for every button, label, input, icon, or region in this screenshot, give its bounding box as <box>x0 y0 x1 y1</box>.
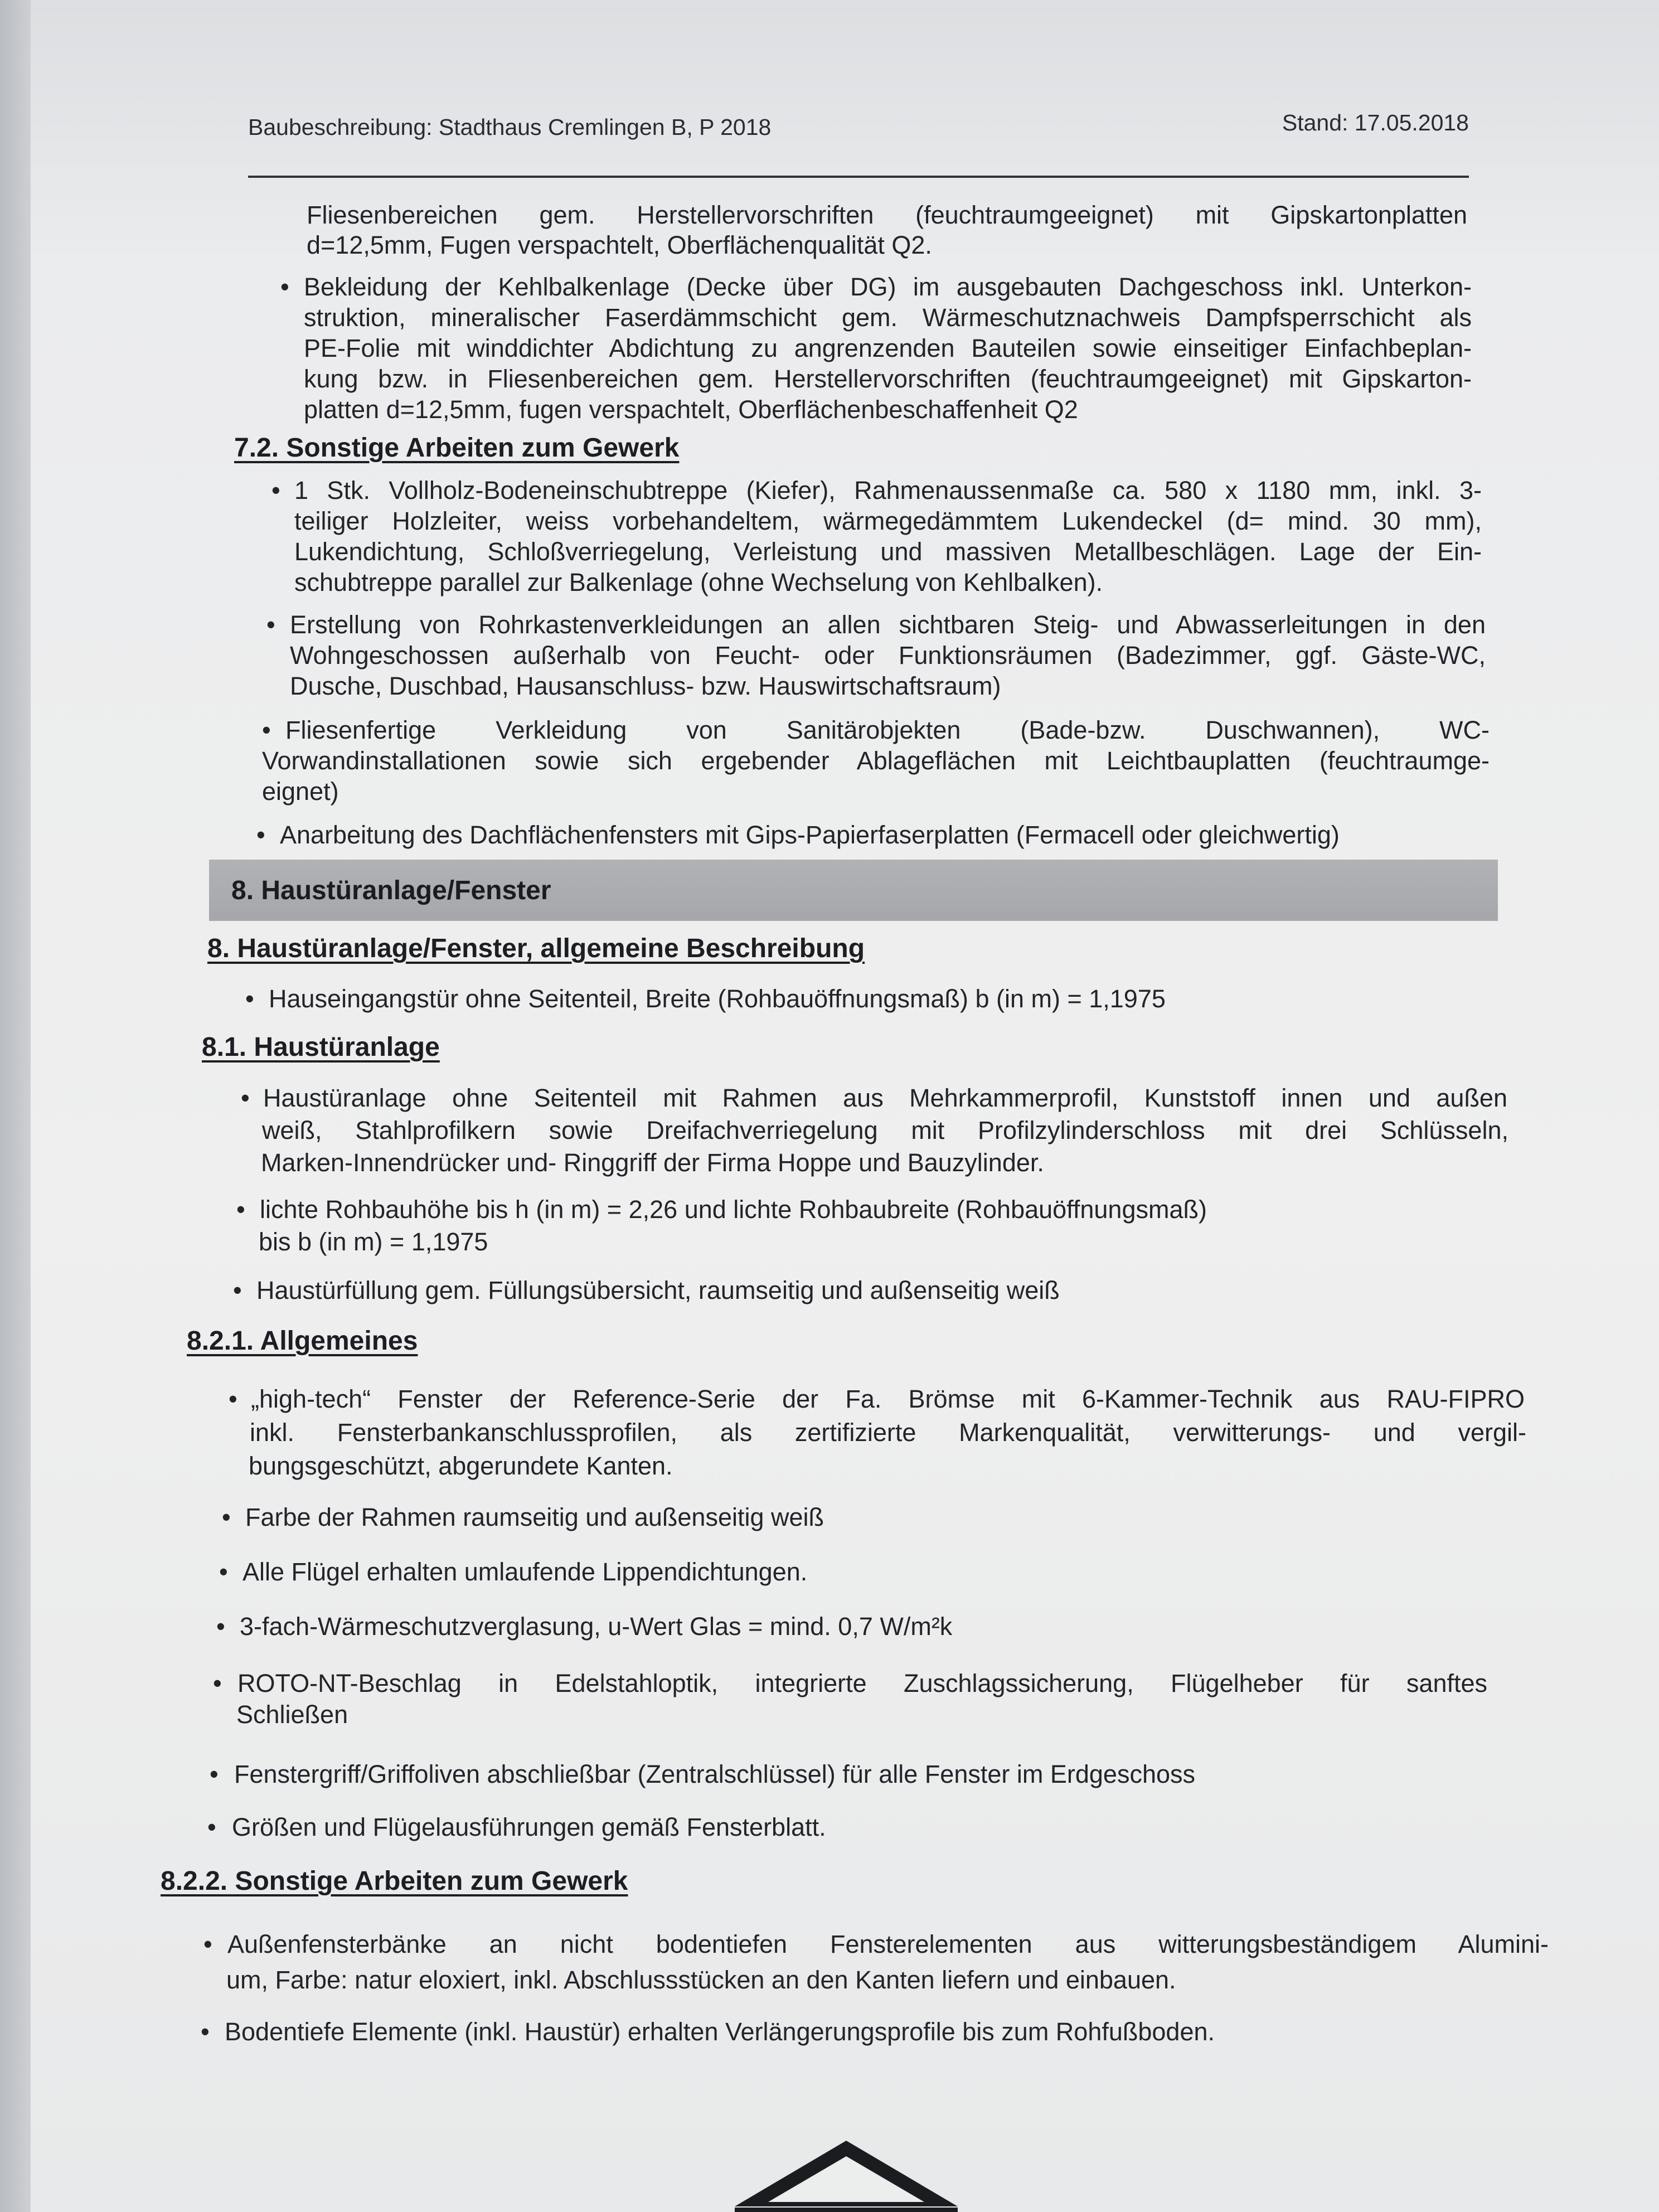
header-divider <box>248 176 1469 178</box>
page-header <box>248 110 1469 176</box>
background-strip <box>0 0 33 2212</box>
bullet-text-line: bis b (in m) = 1,1975 <box>259 1228 488 1256</box>
bullet-icon: • <box>256 821 265 849</box>
bullet-text-line: kung bzw. in Fliesenbereichen gem. Herstellervorschriften (feuchtraumgeeignet) mit Gipskarton- <box>304 365 1472 393</box>
bullet-text-line: Anarbeitung des Dachflächenfensters mit Gips-Papierfaserplatten (Fermacell oder gleichwertig) <box>280 821 1340 849</box>
bullet-icon: • <box>236 1195 245 1224</box>
bullet-text-line: Schließen <box>236 1700 348 1729</box>
bullet-icon: • <box>245 984 254 1013</box>
bullet-text-line: Vorwandinstallationen sowie sich ergebender Ablageflächen mit Leichtbauplatten (feuchtraumge- <box>262 746 1490 775</box>
document-title: Baubeschreibung: Stadthaus Cremlingen B, P 2018 <box>248 114 772 140</box>
bullet-text-line: Wohngeschossen außerhalb von Feucht- oder Funktionsräumen (Badezimmer, ggf. Gäste-WC, <box>290 641 1486 670</box>
heading-7-2: 7.2. Sonstige Arbeiten zum Gewerk <box>234 433 680 463</box>
bullet-icon: • <box>219 1558 228 1586</box>
bullet-icon: • <box>271 476 280 505</box>
bullet-text-line: weiß, Stahlprofilkern sowie Dreifachverriegelung mit Profilzylinderschloss mit drei Schlüsseln, <box>262 1116 1508 1144</box>
heading-8: 8. Haustüranlage/Fenster, allgemeine Beschreibung <box>207 934 865 963</box>
bullet-text-line: Bodentiefe Elemente (inkl. Haustür) erhalten Verlängerungsprofile bis zum Rohfußboden. <box>225 2017 1215 2046</box>
bullet-text-line: eignet) <box>262 777 339 806</box>
heading-8-2-2: 8.2.2. Sonstige Arbeiten zum Gewerk <box>161 1866 628 1896</box>
section-title: 8. Haustüranlage/Fenster <box>231 876 551 905</box>
bullet-text-line: Lukendichtung, Schloßverriegelung, Verleistung und massiven Metallbeschlägen. Lage der Ein- <box>294 537 1482 566</box>
bullet-icon: • <box>213 1669 222 1697</box>
bullet-text-line: um, Farbe: natur eloxiert, inkl. Abschlussstücken an den Kanten liefern und einbauen. <box>226 1966 1176 1994</box>
bullet-icon: • <box>222 1503 231 1531</box>
bullet-text-line: Marken-Innendrücker und- Ringgriff der Firma Hoppe und Bauzylinder. <box>261 1148 1044 1177</box>
bullet-icon: • <box>266 610 275 639</box>
bullet-icon: • <box>207 1813 216 1841</box>
bullet-text-line: platten d=12,5mm, fugen verspachtelt, Oberflächenbeschaffenheit Q2 <box>304 395 1078 424</box>
bullet-text-line: struktion, mineralischer Faserdämmschicht gem. Wärmeschutznachweis Dampfsperrschicht als <box>304 303 1472 332</box>
bullet-text-line: Bekleidung der Kehlbalkenlage (Decke über DG) im ausgebauten Dachgeschoss inkl. Unterkon- <box>304 273 1472 301</box>
company-logo-icon <box>735 2141 958 2212</box>
bullet-text-line: Dusche, Duschbad, Hausanschluss- bzw. Hauswirtschaftsraum) <box>290 672 1001 700</box>
bullet-icon: • <box>241 1084 250 1112</box>
bullet-text-line: Fenstergriff/Griffoliven abschließbar (Zentralschlüssel) für alle Fenster im Erdgeschoss <box>234 1760 1195 1788</box>
bullet-text-line: Alle Flügel erhalten umlaufende Lippendichtungen. <box>242 1558 808 1586</box>
bullet-icon: • <box>229 1385 237 1413</box>
bullet-text-line: Farbe der Rahmen raumseitig und außenseitig weiß <box>245 1503 824 1531</box>
section-title-bar <box>209 860 1498 921</box>
bullet-icon: • <box>280 273 289 301</box>
bullet-text-line: schubtreppe parallel zur Balkenlage (ohne Wechselung von Kehlbalken). <box>294 568 1103 596</box>
bullet-text-line: Hauseingangstür ohne Seitenteil, Breite (Rohbauöffnungsmaß) b (in m) = 1,1975 <box>269 984 1166 1013</box>
bullet-text-line: 1 Stk. Vollholz-Bodeneinschubtreppe (Kiefer), Rahmenaussenmaße ca. 580 x 1180 mm, inkl. 3- <box>294 476 1482 505</box>
bullet-text-line: Haustüranlage ohne Seitenteil mit Rahmen aus Mehrkammerprofil, Kunststoff innen und außen <box>263 1084 1507 1112</box>
bullet-text-line: teiliger Holzleiter, weiss vorbehandeltem, wärmegedämmtem Lukendeckel (d= mind. 30 mm), <box>294 507 1482 535</box>
document-date: Stand: 17.05.2018 <box>1282 110 1469 135</box>
bullet-text-line: ROTO-NT-Beschlag in Edelstahloptik, integrierte Zuschlagssicherung, Flügelheber für sanftes <box>237 1669 1487 1697</box>
bullet-text-line: Größen und Flügelausführungen gemäß Fensterblatt. <box>232 1813 826 1841</box>
bullet-icon: • <box>233 1276 242 1304</box>
bullet-text-line: bungsgeschützt, abgerundete Kanten. <box>249 1452 673 1480</box>
bullet-icon: • <box>262 716 271 744</box>
bullet-icon: • <box>216 1612 225 1641</box>
bullet-text-line: Fliesenfertige Verkleidung von Sanitärobjekten (Bade-bzw. Duschwannen), WC- <box>285 716 1490 744</box>
bullet-text-line: inkl. Fensterbankanschlussprofilen, als zertifizierte Markenqualität, verwitterungs- und vergil- <box>250 1418 1526 1447</box>
bullet-icon: • <box>201 2017 210 2046</box>
bullet-text-line: PE-Folie mit winddichter Abdichtung zu angrenzenden Bauteilen sowie einseitiger Einfachbeplan- <box>304 334 1472 362</box>
bullet-text-line: Außenfensterbänke an nicht bodentiefen Fensterelementen aus witterungsbeständigem Alumini- <box>227 1930 1549 1958</box>
continuation-line: Fliesenbereichen gem. Herstellervorschriften (feuchtraumgeeignet) mit Gipskartonplatten <box>307 201 1467 229</box>
bullet-text-line: 3-fach-Wärmeschutzverglasung, u-Wert Glas = mind. 0,7 W/m²k <box>240 1612 953 1641</box>
continuation-line: d=12,5mm, Fugen verspachtelt, Oberflächenqualität Q2. <box>307 231 932 259</box>
bullet-text-line: Haustürfüllung gem. Füllungsübersicht, raumseitig und außenseitig weiß <box>256 1276 1060 1304</box>
bullet-icon: • <box>210 1760 219 1788</box>
bullet-icon: • <box>203 1930 212 1958</box>
bullet-text-line: „high-tech“ Fenster der Reference-Serie der Fa. Brömse mit 6-Kammer-Technik aus RAU-FIPRO <box>251 1385 1525 1413</box>
bullet-text-line: Erstellung von Rohrkastenverkleidungen an allen sichtbaren Steig- und Abwasserleitungen in den <box>290 610 1486 639</box>
heading-8-2-1: 8.2.1. Allgemeines <box>187 1326 418 1356</box>
heading-8-1: 8.1. Haustüranlage <box>202 1032 440 1062</box>
bullet-text-line: lichte Rohbauhöhe bis h (in m) = 2,26 und lichte Rohbaubreite (Rohbauöffnungsmaß) <box>260 1195 1207 1224</box>
